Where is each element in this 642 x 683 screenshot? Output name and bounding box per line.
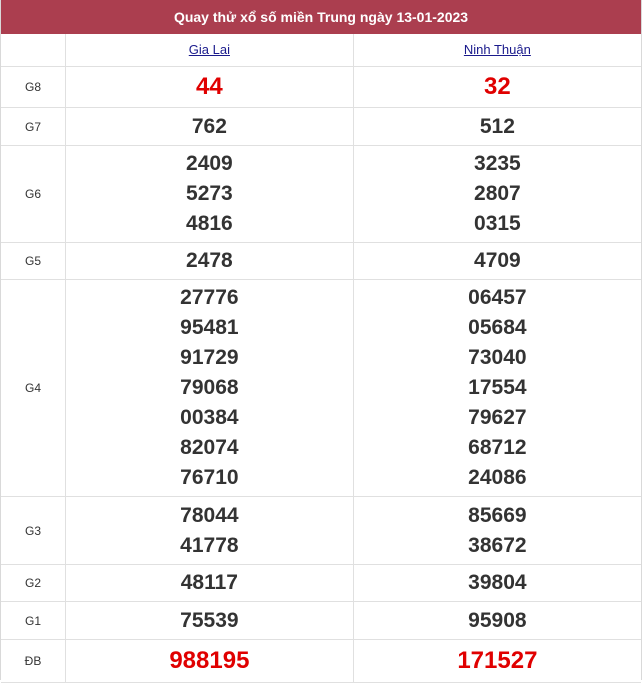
gia-lai-result-cell: [66, 146, 354, 243]
gia-lai-result-cell: [66, 108, 354, 146]
ninh-thuan-result-cell: [353, 640, 641, 683]
result-number: 48117: [180, 571, 238, 594]
prize-label: G6: [1, 146, 66, 243]
result-number: 27776: [180, 286, 239, 309]
prize-label: G4: [1, 280, 66, 497]
result-number: 2409: [186, 152, 233, 175]
prize-label: G8: [1, 67, 66, 108]
table-row: [1, 243, 641, 280]
result-number: 91729: [180, 346, 239, 369]
gia-lai-result-cell: [66, 67, 354, 108]
result-number: 24086: [468, 466, 527, 489]
result-number: 2478: [186, 249, 233, 272]
result-number: 5273: [186, 182, 233, 205]
ninh-thuan-result-cell: [353, 497, 641, 565]
result-number: 0315: [474, 212, 521, 235]
table-row: [1, 565, 641, 602]
gia-lai-result-cell: [66, 565, 354, 602]
result-number: 512: [479, 114, 515, 138]
ninh-thuan-result-cell: [353, 146, 641, 243]
result-number: 82074: [180, 436, 239, 459]
province-link-gia-lai[interactable]: Gia Lai: [188, 42, 230, 57]
ninh-thuan-result-cell: [353, 602, 641, 640]
prize-label: G1: [1, 602, 66, 640]
result-number: 68712: [468, 436, 527, 459]
result-number: 00384: [180, 406, 239, 429]
result-number: 32: [484, 73, 511, 100]
result-number: 79068: [180, 376, 239, 399]
result-number: 44: [196, 73, 223, 100]
prize-label: G7: [1, 108, 66, 146]
province-link-ninh-thuan[interactable]: Ninh Thuận: [463, 42, 531, 57]
gia-lai-result-cell: [66, 640, 354, 683]
result-number: 41778: [180, 533, 239, 557]
ninh-thuan-result-cell: [353, 108, 641, 146]
table-row: [1, 602, 641, 640]
ninh-thuan-result-cell: [353, 280, 641, 497]
result-number: 75539: [180, 608, 239, 632]
result-number: 85669: [468, 503, 527, 527]
result-number: 05684: [468, 316, 527, 339]
gia-lai-result-cell: [66, 243, 354, 280]
result-number: 95481: [180, 316, 239, 339]
result-number: 4709: [474, 249, 521, 272]
result-number: 17554: [468, 376, 527, 399]
result-number: 73040: [468, 346, 527, 369]
prize-label: G2: [1, 565, 66, 602]
table-header-row: [1, 34, 641, 67]
prize-header: [1, 34, 66, 67]
result-number: 95908: [468, 608, 527, 632]
result-number: 39804: [468, 571, 527, 594]
gia-lai-result-cell: [66, 280, 354, 497]
page-title: Quay thử xổ số miền Trung ngày 13-01-2023: [1, 0, 641, 34]
prize-label: ĐB: [1, 640, 66, 683]
result-number: 171527: [457, 647, 538, 674]
ninh-thuan-result-cell: [353, 565, 641, 602]
province-header-gia-lai: [66, 34, 354, 67]
result-number: 988195: [169, 647, 250, 674]
ninh-thuan-result-cell: [353, 243, 641, 280]
table-row: [1, 108, 641, 146]
table-row: [1, 67, 641, 108]
table-row: [1, 280, 641, 497]
gia-lai-result-cell: [66, 497, 354, 565]
gia-lai-result-cell: [66, 602, 354, 640]
prize-label: G5: [1, 243, 66, 280]
result-number: 3235: [474, 152, 521, 175]
results-table: [1, 34, 641, 683]
result-number: 06457: [468, 286, 527, 309]
result-number: 4816: [186, 212, 233, 235]
result-number: 38672: [468, 533, 527, 557]
prize-label: G3: [1, 497, 66, 565]
table-row: [1, 640, 641, 683]
result-number: 79627: [468, 406, 527, 429]
table-row: [1, 146, 641, 243]
table-row: [1, 497, 641, 565]
ninh-thuan-result-cell: [353, 67, 641, 108]
result-number: 762: [191, 114, 227, 138]
result-number: 78044: [180, 503, 239, 527]
result-number: 2807: [474, 182, 521, 205]
result-number: 76710: [180, 466, 239, 489]
province-header-ninh-thuan: [353, 34, 641, 67]
